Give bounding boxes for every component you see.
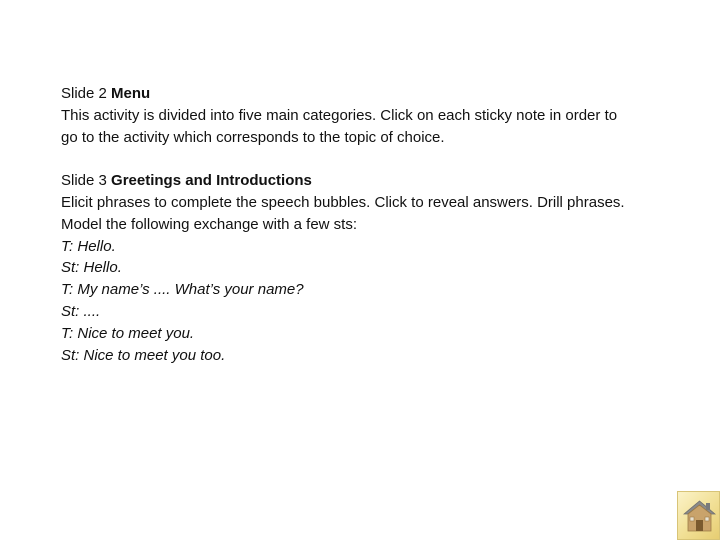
slide3-instruction-1: Elicit phrases to complete the speech bubbles. Click to reveal answers. Drill phrases. — [61, 193, 625, 211]
dialogue-line: St: Hello. — [61, 259, 122, 277]
slide3-instruction-2: Model the following exchange with a few sts: — [61, 215, 357, 233]
paragraph-gap — [61, 148, 631, 170]
home-icon — [683, 499, 716, 533]
slide3-title: Greetings and Introductions — [111, 172, 312, 190]
slide2-title: Menu — [111, 85, 151, 102]
dialogue-line: T: Hello. — [61, 237, 116, 255]
home-button[interactable] — [677, 491, 720, 540]
slide3-heading: Slide 3 Greetings and Introductions — [61, 172, 312, 190]
teacher-notes — [61, 83, 631, 366]
dialogue-line: St: .... — [61, 302, 101, 320]
dialogue-line: T: Nice to meet you. — [61, 324, 195, 342]
slide2-heading: Slide 2 Menu — [61, 85, 151, 102]
slide2-description: This activity is divided into five main categories. Click on each sticky note in order to go to the activity which corresponds to the topic of choice. — [61, 106, 618, 146]
dialogue-line: T: My name’s .... What’s your name? — [61, 281, 304, 299]
dialogue-line: St: Nice to meet you too. — [61, 346, 226, 364]
